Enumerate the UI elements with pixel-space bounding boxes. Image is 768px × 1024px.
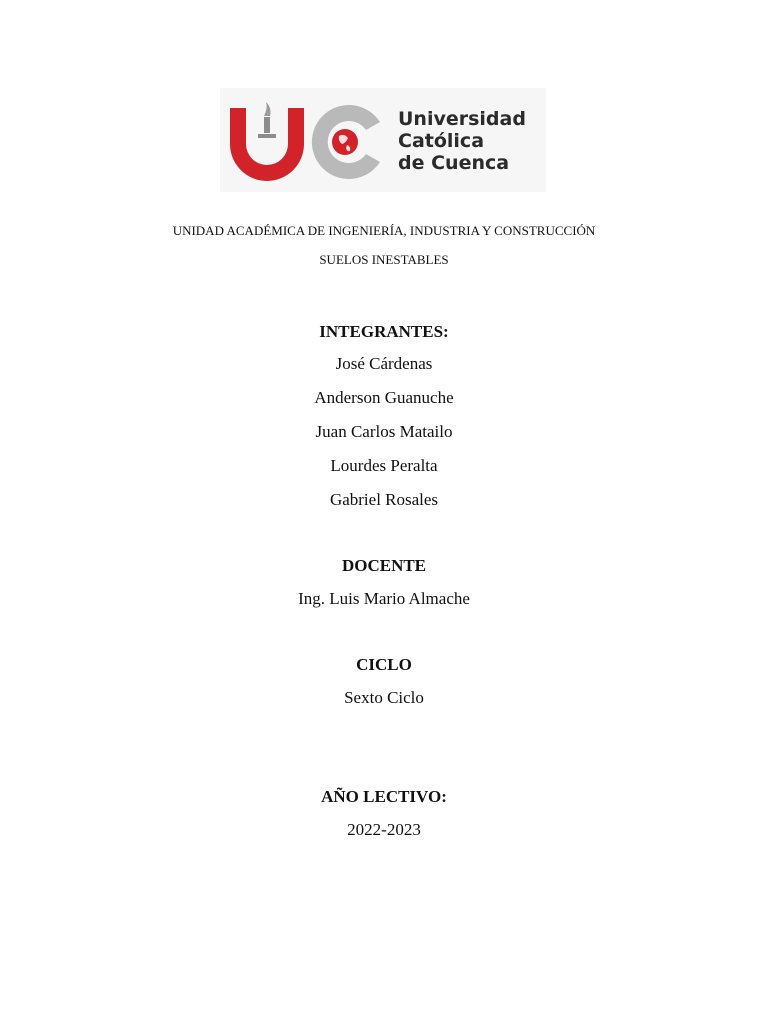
teacher-name: Ing. Luis Mario Almache <box>298 589 470 608</box>
member-name: Juan Carlos Matailo <box>315 422 453 441</box>
members-heading: INTEGRANTES: <box>319 322 449 341</box>
school-year-value: 2022-2023 <box>347 820 421 839</box>
school-year-heading: AÑO LECTIVO: <box>321 787 447 806</box>
member-name: Lourdes Peralta <box>330 456 438 475</box>
logo-name-line3: de Cuenca <box>398 152 510 174</box>
teacher-heading: DOCENTE <box>341 556 427 575</box>
logo-name-line1: Universidad <box>398 108 526 130</box>
member-name: José Cárdenas <box>335 354 433 373</box>
cycle-value: Sexto Ciclo <box>344 688 424 707</box>
logo-name-line2: Católica <box>398 130 485 152</box>
member-name: Anderson Guanuche <box>314 388 454 407</box>
member-name: Gabriel Rosales <box>329 490 439 509</box>
academic-unit: UNIDAD ACADÉMICA DE INGENIERÍA, INDUSTRIA Y CONSTRUCCIÓN <box>172 223 596 238</box>
topic-title: SUELOS INESTABLES <box>319 252 449 267</box>
cycle-heading: CICLO <box>356 655 412 674</box>
university-logo <box>220 88 546 192</box>
uc-emblem-icon <box>220 88 398 192</box>
